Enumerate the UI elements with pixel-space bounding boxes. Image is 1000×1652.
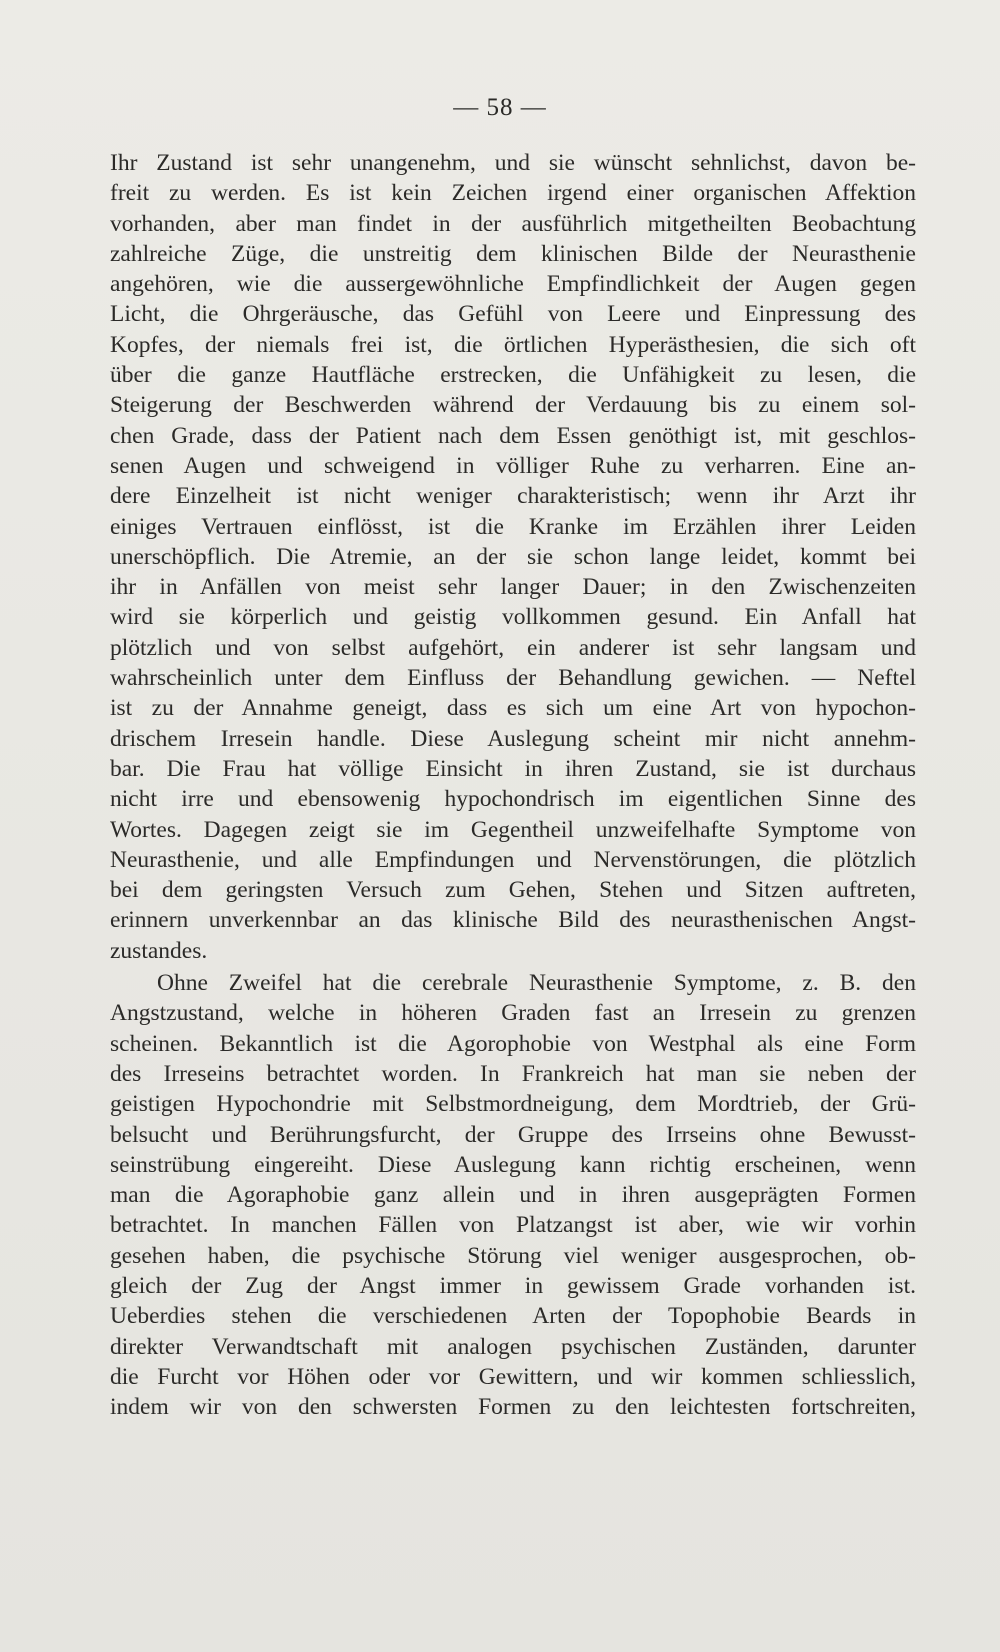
text-line: scheinen. Bekanntlich ist die Agorophobie von Westphal als eine Form: [110, 1030, 916, 1057]
text-line: dere Einzelheit ist nicht weniger charakteristisch; wenn ihr Arzt ihr: [110, 483, 916, 510]
text-line: belsucht und Berührungsfurcht, der Gruppe des Irrseins ohne Bewusst-: [110, 1121, 916, 1148]
text-line: vorhanden, aber man findet in der ausführlich mitgetheilten Beobachtung: [110, 210, 916, 237]
text-line: chen Grade, dass der Patient nach dem Essen genöthigt ist, mit geschlos-: [110, 422, 916, 449]
body-text: [110, 148, 916, 1422]
text-line: zahlreiche Züge, die unstreitig dem klinischen Bilde der Neurasthenie: [110, 240, 916, 267]
text-line: betrachtet. In manchen Fällen von Platzangst ist aber, wie wir vorhin: [110, 1212, 916, 1239]
text-line: bar. Die Frau hat völlige Einsicht in ihren Zustand, sie ist durchaus: [110, 755, 916, 782]
text-line: Neurasthenie, und alle Empfindungen und Nervenstörungen, die plötzlich: [110, 846, 916, 873]
text-line: des Irreseins betrachtet worden. In Frankreich hat man sie neben der: [110, 1060, 916, 1087]
text-line: direkter Verwandtschaft mit analogen psychischen Zuständen, darunter: [110, 1333, 916, 1360]
text-line: Steigerung der Beschwerden während der Verdauung bis zu einem sol-: [110, 392, 916, 419]
text-line: angehören, wie die aussergewöhnliche Empfindlichkeit der Augen gegen: [110, 271, 916, 298]
text-line: indem wir von den schwersten Formen zu den leichtesten fortschreiten,: [110, 1394, 916, 1421]
text-line: Ueberdies stehen die verschiedenen Arten der Topophobie Beards in: [110, 1303, 916, 1330]
text-line: plötzlich und von selbst aufgehört, ein anderer ist sehr langsam und: [110, 634, 916, 661]
text-line: freit zu werden. Es ist kein Zeichen irgend einer organischen Affektion: [110, 180, 916, 207]
text-line: Wortes. Dagegen zeigt sie im Gegentheil unzweifelhafte Symptome von: [110, 816, 916, 843]
text-line: senen Augen und schweigend in völliger Ruhe zu verharren. Eine an-: [110, 452, 916, 479]
text-line: geistigen Hypochondrie mit Selbstmordneigung, dem Mordtrieb, der Grü-: [110, 1091, 916, 1118]
text-line: unerschöpflich. Die Atremie, an der sie schon lange leidet, kommt bei: [110, 543, 916, 570]
text-line: gleich der Zug der Angst immer in gewissem Grade vorhanden ist.: [110, 1272, 916, 1299]
text-line: zustandes.: [110, 937, 208, 964]
text-line: drischem Irresein handle. Diese Auslegung scheint mir nicht annehm-: [110, 725, 916, 752]
text-line: Angstzustand, welche in höheren Graden fast an Irresein zu grenzen: [110, 1000, 916, 1027]
text-line: gesehen haben, die psychische Störung viel weniger ausgesprochen, ob-: [110, 1242, 916, 1269]
text-line: über die ganze Hautfläche erstrecken, die Unfähigkeit zu lesen, die: [110, 362, 916, 389]
text-line: Ihr Zustand ist sehr unangenehm, und sie wünscht sehnlichst, davon be-: [110, 150, 916, 176]
text-line: wird sie körperlich und geistig vollkommen gesund. Ein Anfall hat: [110, 604, 916, 631]
paragraph: [110, 148, 916, 966]
text-line: seinstrübung eingereiht. Diese Auslegung kann richtig erscheinen, wenn: [110, 1151, 916, 1178]
text-line: die Furcht vor Höhen oder vor Gewittern, und wir kommen schliesslich,: [110, 1363, 916, 1390]
text-line: bei dem geringsten Versuch zum Gehen, Stehen und Sitzen auftreten,: [110, 877, 916, 904]
paragraph: [110, 968, 916, 1422]
text-line: erinnern unverkennbar an das klinische Bild des neurasthenischen Angst-: [110, 907, 916, 934]
text-line: einiges Vertrauen einflösst, ist die Kranke im Erzählen ihrer Leiden: [110, 513, 916, 540]
text-line: Licht, die Ohrgeräusche, das Gefühl von Leere und Einpressung des: [110, 301, 916, 328]
page-number: — 58 —: [453, 94, 547, 121]
text-line: man die Agoraphobie ganz allein und in ihren ausgeprägten Formen: [110, 1182, 916, 1209]
text-line: ihr in Anfällen von meist sehr langer Dauer; in den Zwischenzeiten: [110, 574, 916, 601]
text-line: Ohne Zweifel hat die cerebrale Neurasthenie Symptome, z. B. den: [157, 970, 916, 997]
text-line: Kopfes, der niemals frei ist, die örtlichen Hyperästhesien, die sich oft: [110, 331, 916, 358]
text-line: ist zu der Annahme geneigt, dass es sich um eine Art von hypochon-: [110, 695, 916, 722]
text-line: wahrscheinlich unter dem Einfluss der Behandlung gewichen. — Neftel: [110, 665, 916, 692]
text-line: nicht irre und ebensowenig hypochondrisch im eigentlichen Sinne des: [110, 786, 916, 813]
